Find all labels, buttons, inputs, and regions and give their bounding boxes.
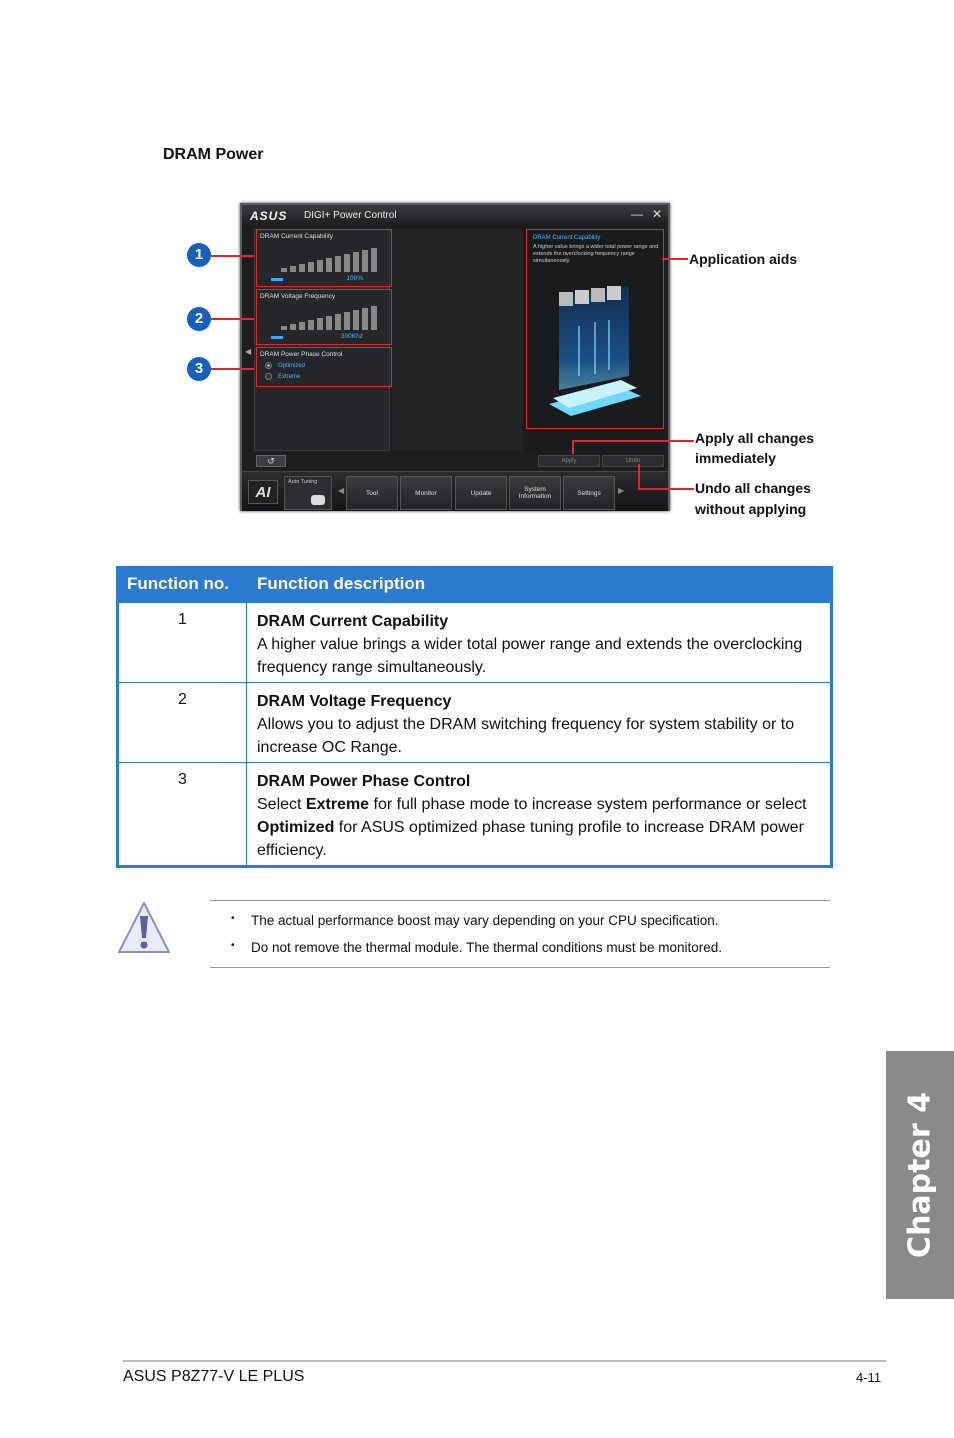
title-bar xyxy=(242,205,668,227)
control-title: DRAM Current Capability xyxy=(260,233,333,240)
function-keyword: Optimized xyxy=(257,819,335,836)
function-description xyxy=(247,683,830,762)
header-function-no: Function no. xyxy=(127,574,229,593)
undo-all-label-line1: Undo all changes xyxy=(695,480,811,496)
table-row xyxy=(119,682,830,762)
radio-optimized[interactable] xyxy=(265,362,305,369)
monitor-button[interactable]: Monitor xyxy=(400,476,452,510)
tool-button[interactable]: Tool xyxy=(346,476,398,510)
page-number: 4-11 xyxy=(856,1370,882,1385)
minimize-button[interactable]: — xyxy=(631,207,643,221)
auto-tuning-label: Auto Tuning xyxy=(288,479,318,485)
system-information-button[interactable]: System Information xyxy=(509,476,561,510)
callout-line xyxy=(572,440,694,442)
note-text: Do not remove the thermal module. The thermal conditions must be monitored. xyxy=(251,940,722,955)
bottom-nav-bar xyxy=(242,471,668,511)
bullet: • xyxy=(231,940,235,951)
dram-module-illustration xyxy=(549,286,641,420)
note-text: The actual performance boost may vary depending on your CPU specification. xyxy=(251,913,719,928)
level-bars[interactable] xyxy=(281,248,386,272)
radio-label: Optimized xyxy=(278,362,306,369)
nav-left-arrow-icon[interactable]: ◀ xyxy=(338,486,345,495)
apply-all-label-line2: immediately xyxy=(695,450,776,466)
radio-extreme[interactable] xyxy=(265,373,300,380)
function-title: DRAM Voltage Frequency xyxy=(257,693,452,710)
warning-icon xyxy=(116,900,172,956)
function-number: 2 xyxy=(119,683,247,762)
slider-handle[interactable] xyxy=(271,278,283,281)
function-title: DRAM Current Capability xyxy=(257,613,449,630)
auto-tuning-icon xyxy=(311,495,325,505)
function-text: for full phase mode to increase system performance or select xyxy=(369,796,807,813)
table-row xyxy=(119,762,830,865)
callout-number-1: 1 xyxy=(187,243,211,267)
radio-unselected-icon[interactable] xyxy=(265,373,272,380)
table-header xyxy=(119,566,830,602)
header-function-description: Function description xyxy=(257,574,426,593)
callout-line xyxy=(638,488,694,490)
function-description xyxy=(247,763,830,865)
aid-title: DRAM Current Capability xyxy=(533,235,601,241)
function-text: Select xyxy=(257,796,306,813)
footer-product-name: ASUS P8Z77-V LE PLUS xyxy=(123,1368,305,1385)
function-text: A higher value brings a wider total power range and extends the overclocking frequency range simultaneously. xyxy=(257,636,803,676)
callout-line xyxy=(638,464,640,488)
dram-current-capability-control[interactable] xyxy=(256,229,392,287)
function-description xyxy=(247,603,830,682)
control-value: 300Khz xyxy=(340,333,363,340)
asus-logo: ASUS xyxy=(250,209,288,223)
ai-suite-logo[interactable]: AI xyxy=(248,480,278,504)
middle-pane xyxy=(392,229,522,451)
control-title: DRAM Voltage Frequency xyxy=(260,293,336,300)
callout-number-3: 3 xyxy=(187,357,211,381)
undo-all-label-line2: without applying xyxy=(695,501,807,517)
digi-power-window xyxy=(240,203,670,511)
function-text: Allows you to adjust the DRAM switching frequency for system stability or to increase OC Range. xyxy=(257,716,795,756)
function-number: 1 xyxy=(119,603,247,682)
chapter-tab xyxy=(886,1051,954,1299)
radio-label: Extreme xyxy=(278,373,301,380)
callout-line xyxy=(211,255,254,257)
undo-button[interactable]: Undo xyxy=(602,455,664,467)
control-title: DRAM Power Phase Control xyxy=(260,351,343,358)
aid-text: A higher value brings a wider total power range and extends the overclocking frequency range simultaneously. xyxy=(533,244,659,264)
caution-note xyxy=(210,900,830,968)
application-aid-panel xyxy=(526,229,664,429)
function-number: 3 xyxy=(119,763,247,865)
function-text: for ASUS optimized phase tuning profile to increase DRAM power efficiency. xyxy=(257,819,804,859)
bullet: • xyxy=(231,913,235,924)
chapter-label: Chapter 4 xyxy=(902,1092,938,1258)
slider-handle[interactable] xyxy=(271,336,283,339)
nav-right-arrow-icon[interactable]: ▶ xyxy=(618,486,625,495)
auto-tuning-button[interactable] xyxy=(284,476,332,510)
callout-number-2: 2 xyxy=(187,307,211,331)
table-row xyxy=(119,602,830,682)
footer-divider xyxy=(123,1360,886,1362)
section-title: DRAM Power xyxy=(163,146,264,163)
back-button[interactable]: ↺ xyxy=(256,455,286,467)
function-table xyxy=(116,566,833,868)
callout-line xyxy=(211,318,254,320)
callout-line xyxy=(211,368,254,370)
settings-button[interactable]: Settings xyxy=(563,476,615,510)
left-arrow-icon[interactable]: ◀ xyxy=(245,347,252,356)
level-bars[interactable] xyxy=(281,306,386,330)
function-keyword: Extreme xyxy=(305,796,370,813)
window-title: DIGI+ Power Control xyxy=(304,210,397,221)
dram-power-phase-control xyxy=(256,347,392,387)
close-button[interactable]: ✕ xyxy=(651,207,663,221)
application-aids-label: Application aids xyxy=(689,251,798,267)
update-button[interactable]: Update xyxy=(455,476,507,510)
radio-selected-icon[interactable] xyxy=(265,362,272,369)
callout-line xyxy=(572,440,574,454)
control-value: 100% xyxy=(346,275,363,282)
apply-button[interactable]: Apply xyxy=(538,455,600,467)
function-title: DRAM Power Phase Control xyxy=(257,773,471,790)
apply-all-label-line1: Apply all changes xyxy=(695,430,815,446)
callout-line xyxy=(662,258,688,260)
dram-voltage-frequency-control[interactable] xyxy=(256,289,392,345)
